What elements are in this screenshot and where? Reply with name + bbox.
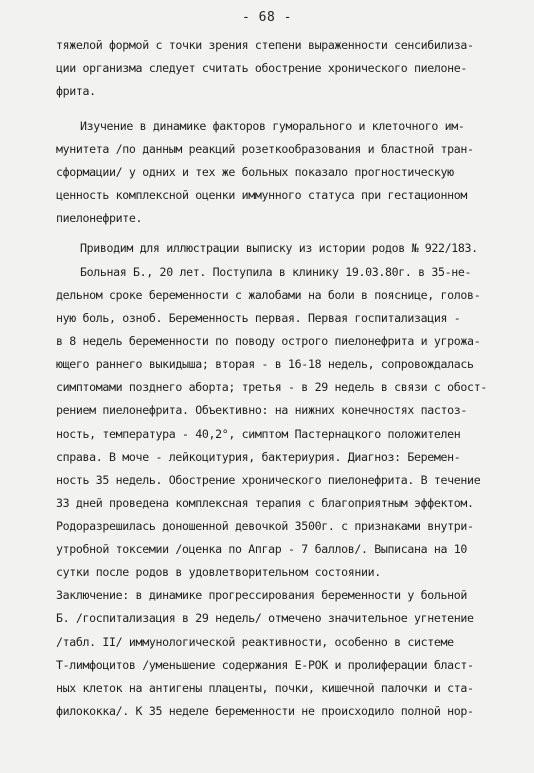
text-line: Приводим для иллюстрации выписку из истории родов № 922/183. xyxy=(80,241,478,255)
text-line: дельном сроке беременности с жалобами на боли в пояснице, голов- xyxy=(56,288,481,302)
text-line: ность, температура - 40,2°, симптом Пастернацкого положителен xyxy=(56,427,461,441)
text-line: /табл. II/ иммунологической реактивности, особенно в системе xyxy=(56,635,454,649)
text-line: ных клеток на антигены плаценты, почки, кишечной палочки и ста- xyxy=(56,681,474,695)
text-line: мунитета /по данным реакций розеткообразования и бластной тран- xyxy=(56,142,474,156)
text-line: ценность комплексной оценки иммунного статуса при гестационном xyxy=(56,188,468,202)
text-line: Изучение в динамике факторов гуморального и клеточного им- xyxy=(80,119,465,133)
text-line: тяжелой формой с точки зрения степени выраженности сенсибилиза- xyxy=(56,38,474,52)
text-line: филококка/. К 35 неделе беременности не происходило полной нор- xyxy=(56,704,474,718)
text-line: утробной токсемии /оценка по Апгар - 7 баллов/. Выписана на 10 xyxy=(56,542,468,556)
text-line: Родоразрешилась доношенной девочкой 3500г. с признаками внутри- xyxy=(56,519,474,533)
text-line: сутки после родов в удовлетворительном состоянии. xyxy=(56,565,381,579)
text-line: ность 35 недель. Обострение хронического пиелонефрита. В течение xyxy=(56,473,481,487)
text-line: Б. /госпитализация в 29 недель/ отмечено значительное угнетение xyxy=(56,611,474,625)
text-line: сформации/ у одних и тех же больных показало прогностическую xyxy=(56,165,454,179)
text-line: в 8 недель беременности по поводу острого пиелонефрита и угрожа- xyxy=(56,334,481,348)
text-line: пиелонефрите. xyxy=(56,211,143,225)
text-line: 33 дней проведена комплексная терапия с благоприятным эффектом. xyxy=(56,496,474,510)
text-line: фрита. xyxy=(56,84,96,98)
text-line: ции организма следует считать обострение хронического пиелоне- xyxy=(56,61,468,75)
page-number: - 68 - xyxy=(242,10,292,25)
text-line: Т-лимфоцитов /уменьшение содержания Е-РОК и пролиферации бласт- xyxy=(56,658,474,672)
text-line: справа. В моче - лейкоцитурия, бактериурия. Диагноз: Беремен- xyxy=(56,450,461,464)
text-line: ную боль, озноб. Беременность первая. Первая госпитализация - xyxy=(56,311,461,325)
text-line: Заключение: в динамике прогрессирования беременности у больной xyxy=(56,588,468,602)
text-line: Больная Б., 20 лет. Поступила в клинику 19.03.80г. в 35-не- xyxy=(80,265,472,279)
text-line: ющего раннего выкидыша; вторая - в 16-18 недель, сопровождалась xyxy=(56,357,474,371)
text-line: рением пиелонефрита. Объективно: на нижних конечностях пастоз- xyxy=(56,403,468,417)
text-line: симптомами позднего аборта; третья - в 29 недель в связи с обост- xyxy=(56,380,487,394)
